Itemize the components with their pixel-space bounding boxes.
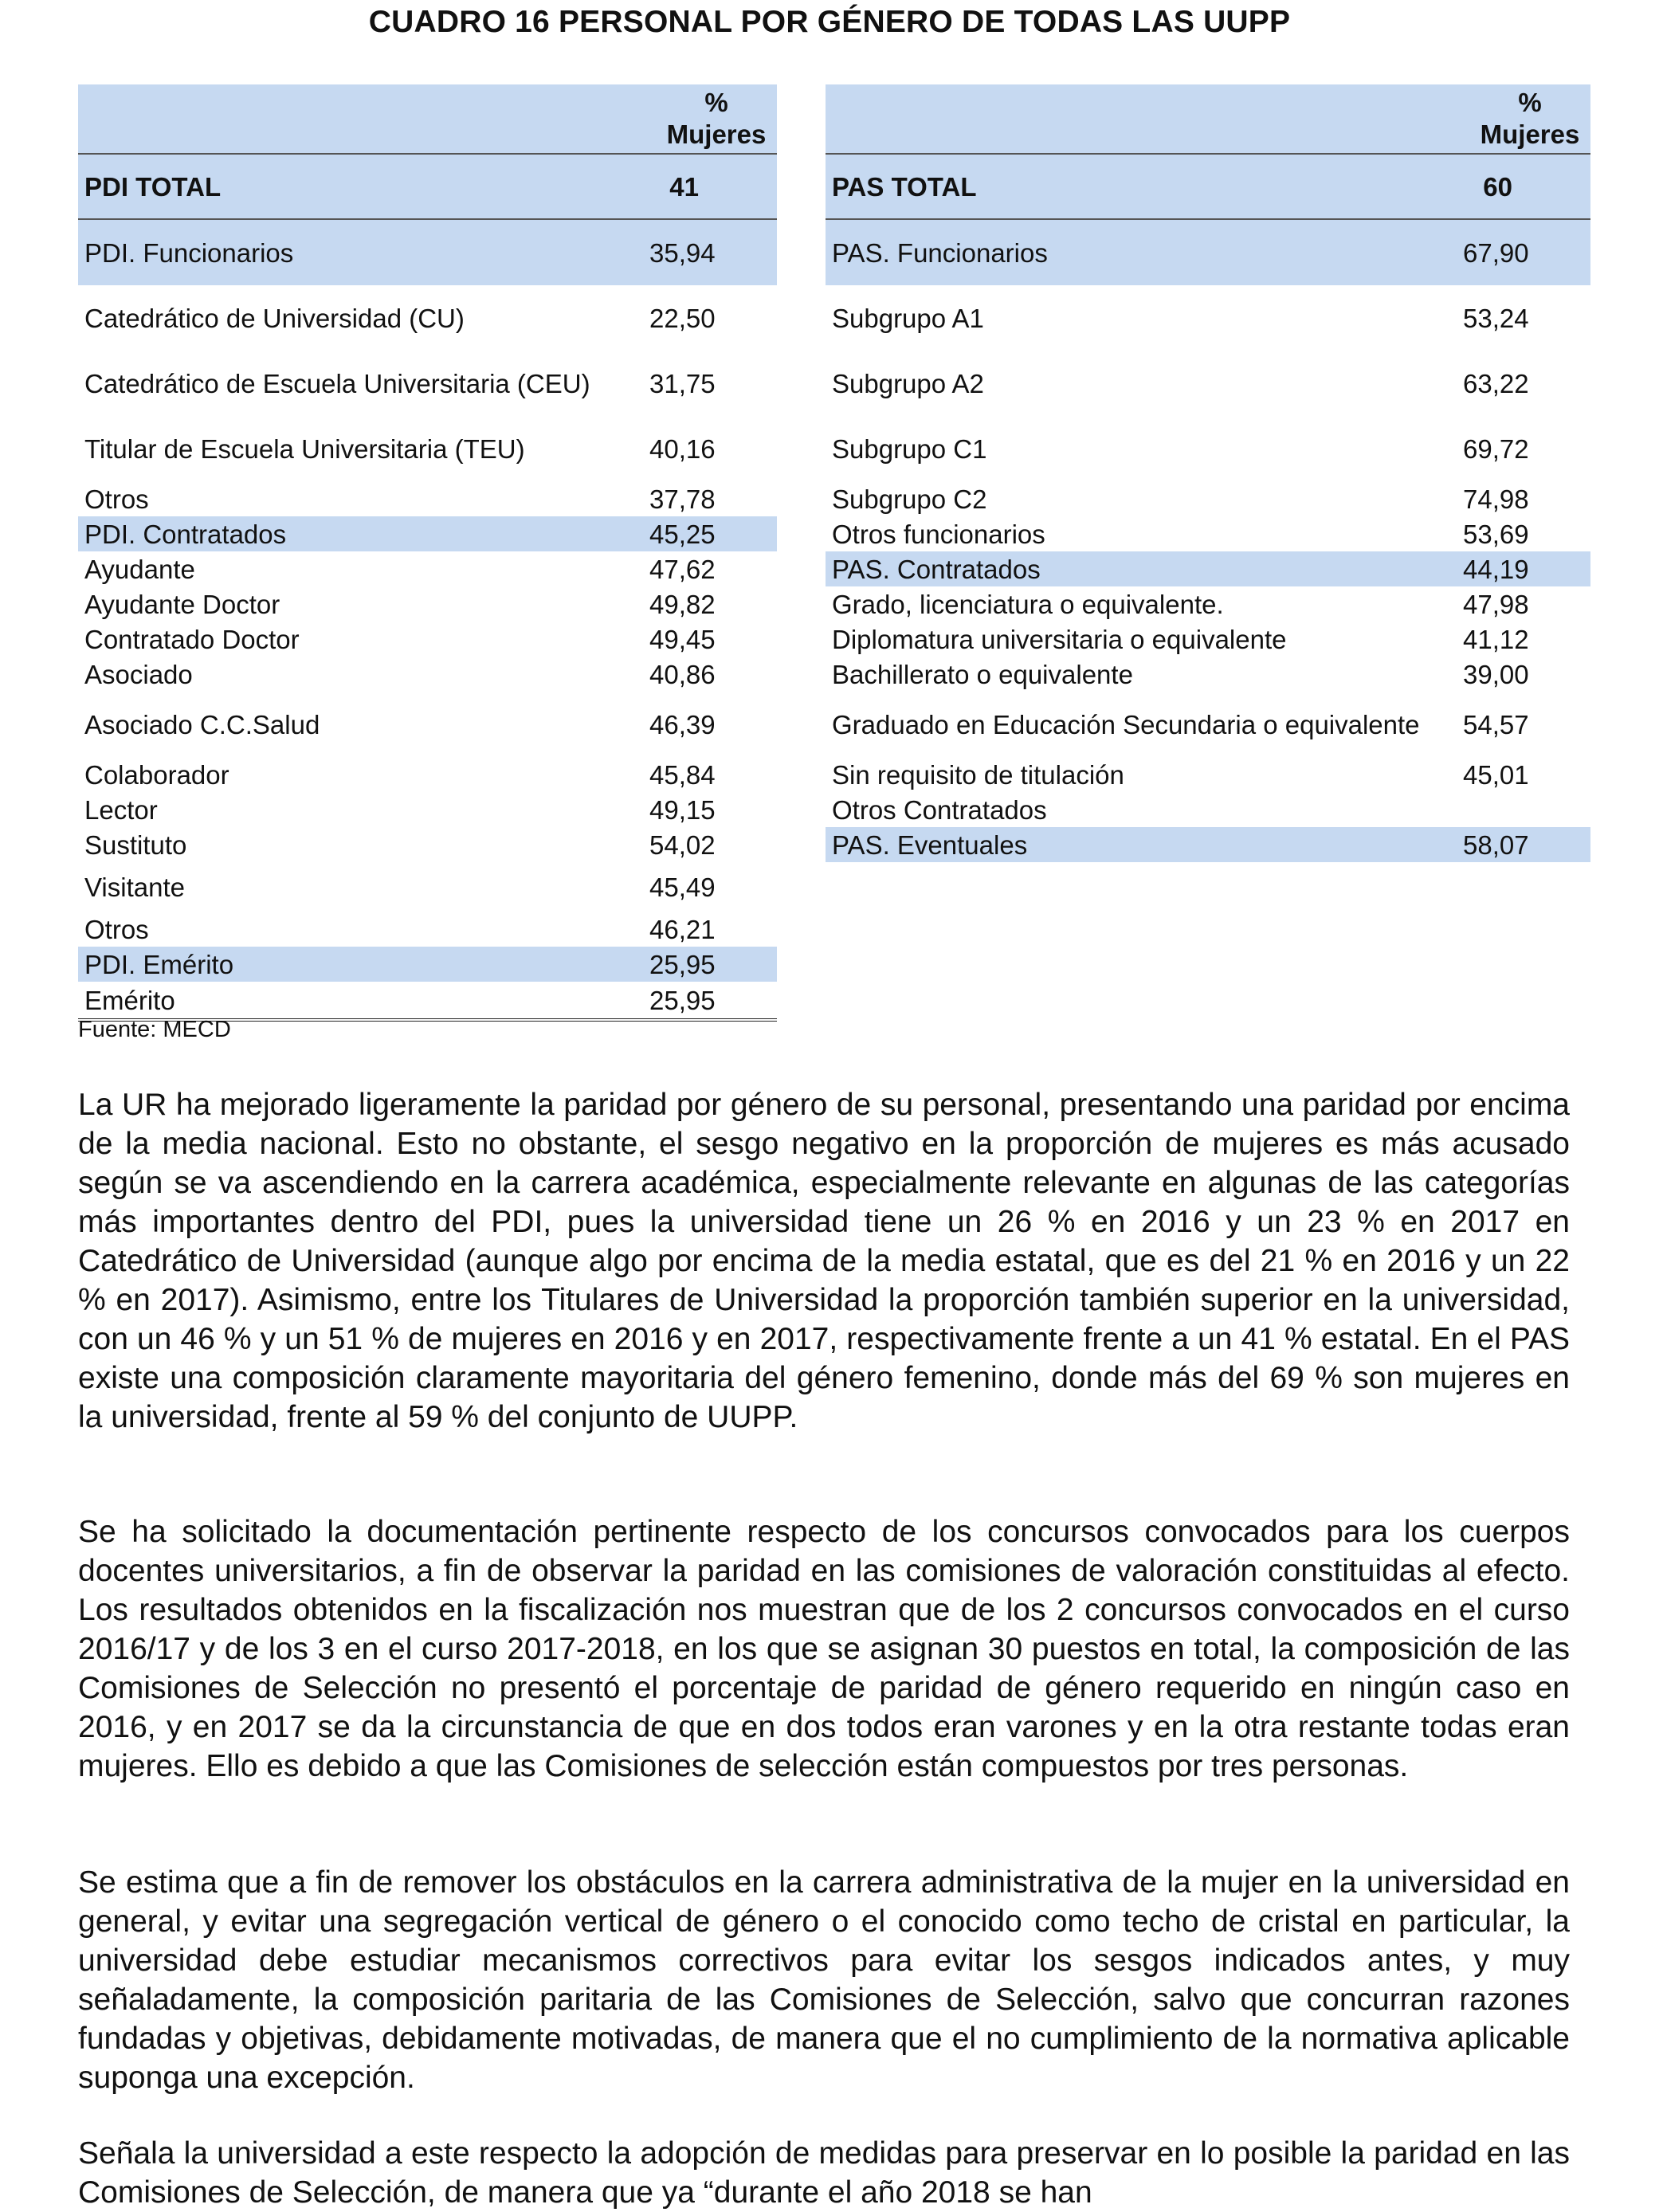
row-label: Otros — [84, 484, 149, 514]
row-label: PAS. Funcionarios — [826, 219, 1463, 285]
row-value: 41,12 — [1463, 624, 1529, 654]
table-row — [826, 792, 1590, 827]
row-value: 46,39 — [649, 709, 716, 739]
row-label: PAS TOTAL — [826, 154, 1463, 219]
table-row — [78, 757, 777, 792]
row-value: 40,86 — [649, 659, 716, 689]
row-value: 46,21 — [649, 914, 716, 944]
row-label: PAS. Contratados — [826, 551, 1463, 586]
pas-table — [826, 84, 1590, 862]
row-label: Otros Contratados — [832, 794, 1047, 825]
pdi-header-row — [78, 84, 777, 154]
table-row — [78, 827, 777, 862]
row-label: Asociado C.C.Salud — [84, 709, 320, 739]
row-value: 60 — [1463, 154, 1590, 219]
row-value: 63,22 — [1463, 368, 1529, 398]
table-row — [826, 551, 1590, 586]
row-label: Titular de Escuela Universitaria (TEU) — [84, 433, 525, 464]
page-title: CUADRO 16 PERSONAL POR GÉNERO DE TODAS LAS UUPP — [368, 5, 1291, 39]
table-row — [78, 351, 777, 416]
row-value: 54,02 — [649, 830, 716, 860]
table-row — [78, 219, 777, 285]
table-row — [826, 586, 1590, 622]
row-label: Otros — [84, 914, 149, 944]
row-value: 22,50 — [649, 303, 716, 333]
row-value: 53,24 — [1463, 303, 1529, 333]
table-row — [78, 481, 777, 516]
table-row — [78, 154, 777, 219]
row-label: Sin requisito de titulación — [832, 759, 1124, 790]
row-value: 44,19 — [1463, 551, 1590, 586]
row-value: 45,49 — [649, 872, 716, 902]
row-label: Sustituto — [84, 830, 187, 860]
table-row — [78, 657, 777, 692]
row-value: 40,16 — [649, 433, 716, 464]
row-value: 49,45 — [649, 624, 716, 654]
table-row — [826, 692, 1590, 757]
pas-header-row — [826, 84, 1590, 154]
row-label: Bachillerato o equivalente — [832, 659, 1133, 689]
table-row — [826, 416, 1590, 481]
row-label: Graduado en Educación Secundaria o equivalente — [832, 709, 1420, 739]
row-value: 45,01 — [1463, 759, 1529, 790]
row-label: Asociado — [84, 659, 193, 689]
row-value: 25,95 — [649, 985, 716, 1015]
row-value: 41 — [649, 154, 777, 219]
row-value: 49,15 — [649, 794, 716, 825]
row-label: Lector — [84, 794, 158, 825]
table-row — [78, 416, 777, 481]
row-value: 69,72 — [1463, 433, 1529, 464]
table-row — [826, 351, 1590, 416]
row-label: Emérito — [84, 985, 175, 1015]
row-label: Catedrático de Escuela Universitaria (CEU) — [84, 368, 590, 398]
row-value: 25,95 — [649, 947, 777, 982]
pdi-header-empty — [78, 84, 649, 154]
row-label: Contratado Doctor — [84, 624, 300, 654]
pdi-table — [78, 84, 777, 1022]
table-row — [78, 862, 777, 912]
row-label: Colaborador — [84, 759, 229, 790]
table-row — [826, 757, 1590, 792]
pas-header-empty — [826, 84, 1463, 154]
row-label: Ayudante Doctor — [84, 589, 280, 619]
row-value: 45,84 — [649, 759, 716, 790]
table-row — [826, 154, 1590, 219]
row-value: 35,94 — [649, 219, 777, 285]
row-value: 45,25 — [649, 516, 777, 551]
row-value: 58,07 — [1463, 827, 1590, 862]
table-row — [78, 982, 777, 1020]
table-row — [78, 792, 777, 827]
row-value: 31,75 — [649, 368, 716, 398]
row-value — [1463, 792, 1590, 827]
table-row — [826, 622, 1590, 657]
row-value: 47,98 — [1463, 589, 1529, 619]
pdi-header-pct-mujeres: % Mujeres — [649, 84, 777, 154]
row-label: Subgrupo A2 — [832, 368, 984, 398]
table-row — [78, 586, 777, 622]
table-row — [78, 692, 777, 757]
table-row — [826, 285, 1590, 351]
table-row — [826, 827, 1590, 862]
paragraph: Se ha solicitado la documentación pertinente respecto de los concursos convocados para los cuerpos docentes universitarios, a fin de observar la paridad en las comisiones de valoración constituidas al efecto. Los resultados obtenidos en la fiscalización nos muestran que de los 2 concursos convocados en el curso 2016/17 y de los 3 en el curso 2017-2018, en los que se asignan 30 puestos en total, la composición de las Comisiones de Selección no presentó el porcentaje de paridad de género requerido en ningún caso en 2016, y en 2017 se da la circunstancia de que en dos todos eran varones y en la otra restante todas eran mujeres. Ello es debido a que las Comisiones de selección están compuestos por tres personas. — [78, 1515, 1570, 1783]
table-row — [78, 516, 777, 551]
row-value: 49,82 — [649, 589, 716, 619]
table-row — [78, 551, 777, 586]
row-label: Catedrático de Universidad (CU) — [84, 303, 465, 333]
row-label: Diplomatura universitaria o equivalente — [832, 624, 1287, 654]
table-row — [78, 622, 777, 657]
row-value: 67,90 — [1463, 219, 1590, 285]
row-label: Subgrupo C2 — [832, 484, 987, 514]
row-value: 54,57 — [1463, 709, 1529, 739]
row-label: PDI. Funcionarios — [78, 219, 649, 285]
row-label: Subgrupo C1 — [832, 433, 987, 464]
pas-header-pct-mujeres: % Mujeres — [1463, 84, 1590, 154]
table-row — [826, 219, 1590, 285]
table-source-note: Fuente: MECD — [78, 1017, 231, 1042]
paragraph: Señala la universidad a este respecto la adopción de medidas para preservar en lo posible la paridad en las Comisiones de Selección, de manera que ya “durante el año 2018 se han — [78, 2136, 1570, 2210]
paragraph: La UR ha mejorado ligeramente la paridad por género de su personal, presentando una paridad por encima de la media nacional. Esto no obstante, el sesgo negativo en la proporción de mujeres es más acusado según se va ascendiendo en la carrera académica, especialmente relevante en algunas de las categorías más importantes dentro del PDI, pues la universidad tiene un 26 % en 2016 y un 23 % en 2017 en Catedrático de Universidad (aunque algo por encima de la media estatal, que es del 21 % en 2016 y un 22 % en 2017). Asimismo, entre los Titulares de Universidad la proporción también superior en la universidad, con un 46 % y un 51 % de mujeres en 2016 y en 2017, respectivamente frente a un 41 % estatal. En el PAS existe una composición claramente mayoritaria del género femenino, donde más del 69 % son mujeres en la universidad, frente al 59 % del conjunto de UUPP. — [78, 1088, 1570, 1434]
table-row — [826, 481, 1590, 516]
row-label: PAS. Eventuales — [826, 827, 1463, 862]
row-label: Otros funcionarios — [832, 519, 1045, 549]
row-label: PDI. Contratados — [78, 516, 649, 551]
table-row — [78, 947, 777, 982]
row-label: Visitante — [84, 872, 185, 902]
row-value: 37,78 — [649, 484, 716, 514]
paragraph: Se estima que a fin de remover los obstáculos en la carrera administrativa de la mujer en la universidad en general, y evitar una segregación vertical de género o el conocido como techo de cristal en particular, la universidad debe estudiar mecanismos correctivos para evitar los sesgos indicados antes, y muy señaladamente, la composición paritaria de las Comisiones de Selección, salvo que concurran razones fundadas y objetivas, debidamente motivadas, de manera que el no cumplimiento de la normativa aplicable suponga una excepción. — [78, 1865, 1570, 2095]
row-label: Subgrupo A1 — [832, 303, 984, 333]
row-label: PDI TOTAL — [78, 154, 649, 219]
row-label: Ayudante — [84, 554, 195, 584]
row-value: 47,62 — [649, 554, 716, 584]
table-row — [826, 516, 1590, 551]
row-value: 74,98 — [1463, 484, 1529, 514]
row-value: 53,69 — [1463, 519, 1529, 549]
row-value: 39,00 — [1463, 659, 1529, 689]
row-label: PDI. Emérito — [78, 947, 649, 982]
row-label: Grado, licenciatura o equivalente. — [832, 589, 1224, 619]
table-row — [826, 657, 1590, 692]
table-row — [78, 912, 777, 947]
table-row — [78, 285, 777, 351]
